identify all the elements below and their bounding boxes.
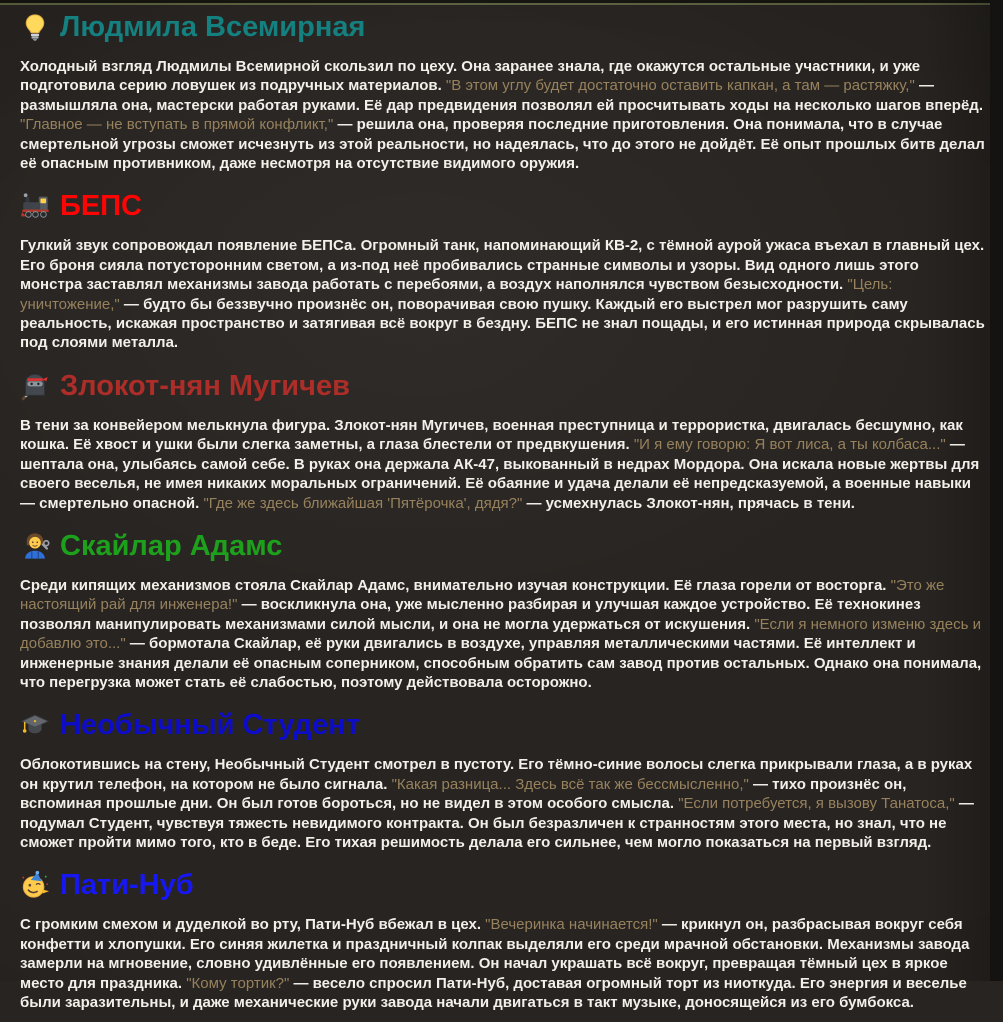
body-text: — крикнул он, разбрасывая вокруг себя конфетти и хлопушки. Его синяя жилетка и праздничный колпак выделяли его среди мрачной обстановки. Механизмы завода замерли на мгновение, словно удивлённые его появлением. Он начал украшать всё вокруг, превращая тёмный цех в яркое место для праздника. bbox=[20, 916, 970, 992]
character-title bbox=[20, 10, 985, 44]
body-text: Облокотившись на стену, Необычный Студент смотрел в пустоту. Его тёмно-синие волосы слегка прикрывали глаза, а в руках он крутил телефон, на котором не было сигнала. bbox=[20, 756, 973, 793]
quote-text: "Если я немного изменю здесь и добавлю это..." bbox=[20, 615, 981, 653]
character-section bbox=[20, 369, 985, 513]
ninja-icon bbox=[20, 371, 50, 401]
character-title bbox=[20, 868, 985, 902]
lightbulb-icon bbox=[20, 12, 50, 42]
quote-text: "В этом углу будет достаточно оставить капкан, а там — растяжку," bbox=[445, 77, 915, 95]
quote-text: "Если потребуется, я вызову Танатоса," bbox=[678, 795, 955, 813]
quote-text: "Какая разница... Здесь всё так же бессмысленно," bbox=[391, 775, 749, 793]
character-name: Людмила Всемирная bbox=[60, 11, 366, 43]
character-section bbox=[20, 708, 985, 852]
character-description bbox=[20, 576, 985, 692]
character-section bbox=[20, 189, 985, 352]
character-description bbox=[20, 57, 985, 173]
body-text: — бормотала Скайлар, её руки двигались в воздухе, управляя металлическими частями. Её интеллект и инженерные знания делали её опасным соперником, способным обратить сам завод против остальных. Однако она понимала, что перегрузка может стать её слабостью, поэтому действовала осторожно. bbox=[20, 635, 982, 691]
body-text: — усмехнулась Злокот-нян, прячась в тени. bbox=[522, 494, 855, 512]
character-title bbox=[20, 708, 985, 742]
character-name: Необычный Студент bbox=[60, 709, 360, 742]
character-name: Пати-Нуб bbox=[60, 869, 194, 902]
body-text: Среди кипящих механизмов стояла Скайлар Адамс, внимательно изучая конструкции. Её глаза горели от восторга. bbox=[20, 576, 891, 594]
body-text: — решила она, проверяя последние приготовления. Она понимала, что в случае смертельной угрозы сможет исчезнуть из этой реальности, но надеялась, что до этого не дойдёт. Её опыт прошлых битв делал её опасным противником, даже несмотря на отсутствие видимого оружия. bbox=[20, 116, 985, 173]
character-title bbox=[20, 529, 985, 563]
character-intro-list bbox=[0, 5, 1003, 1022]
quote-text: "Цель: уничтожение," bbox=[20, 276, 893, 313]
character-name: Злокот-нян Мугичев bbox=[60, 369, 350, 402]
quote-text: "Главное — не вступать в прямой конфликт," bbox=[20, 116, 334, 134]
character-title bbox=[20, 369, 985, 403]
body-text: Гулкий звук сопровождал появление БЕПСа. Огромный танк, напоминающий КВ-2, с тёмной аурой ужаса въехал в главный цех. Его броня сияла потусторонним светом, а из-под неё пробивались странные символы и узоры. Вид одного лишь этого монстра заставлял механизмы завода работать с перебоями, а воздух наполнялся чувством безысходности. bbox=[20, 237, 985, 294]
character-title bbox=[20, 189, 985, 223]
background-shade-band bbox=[990, 0, 1003, 981]
body-text: — шептала она, улыбаясь самой себе. В руках она держала АК-47, выкованный в недрах Мордора. Она искала новые жертвы для своего веселья, не имея никаких моральных ограничений. Её обаяние и удача делали её непредсказуемой, а военные навыки — смертельно опасной. bbox=[20, 436, 980, 512]
party-face-icon bbox=[20, 870, 50, 900]
quote-text: "Это же настоящий рай для инженера!" bbox=[20, 576, 945, 614]
body-text: — подумал Студент, чувствуя тяжесть невидимого контракта. Он был безразличен к странностям этого места, но знал, что не сможет пройти мимо того, кто в беде. Его тихая решимость делала его сильнее, чем могло показаться на первый взгляд. bbox=[20, 795, 974, 851]
body-text: С громким смехом и дуделкой во рту, Пати-Нуб вбежал в цех. bbox=[20, 916, 486, 934]
locomotive-icon bbox=[20, 191, 50, 221]
body-text: — будто бы беззвучно произнёс он, поворачивая свою пушку. Каждый его выстрел мог разрушить саму реальность, искажая пространство и затягивая всё вокруг в бездну. БЕПС не знал пощады, и его истинная природа скрывалась под слоями металла. bbox=[20, 295, 985, 352]
body-text: — тихо произнёс он, вспоминая прошлые дни. Он был готов бороться, но не видел в этом особого смысла. bbox=[20, 775, 907, 813]
graduation-cap-icon bbox=[20, 710, 50, 740]
body-text: — размышляла она, мастерски работая руками. Её дар предвидения позволял ей просчитывать ходы на несколько шагов вперёд. bbox=[20, 77, 983, 114]
character-description bbox=[20, 915, 985, 1012]
character-description bbox=[20, 236, 985, 352]
character-name: БЕПС bbox=[60, 190, 142, 223]
body-text: В тени за конвейером мелькнула фигура. Злокот-нян Мугичев, военная преступница и террористка, двигалась бесшумно, как кошка. Её хвост и ушки были слегка заметны, а глаза блестели от предвкушения. bbox=[20, 416, 963, 454]
quote-text: "Кому тортик?" bbox=[186, 974, 290, 992]
quote-text: "И я ему говорю: Я вот лиса, а ты колбаса..." bbox=[633, 436, 946, 454]
quote-text: "Вечеринка начинается!" bbox=[485, 916, 658, 934]
character-description bbox=[20, 755, 985, 852]
character-section bbox=[20, 868, 985, 1012]
character-section bbox=[20, 10, 985, 173]
body-text: — весело спросил Пати-Нуб, доставая огромный торт из ниоткуда. Его энергия и веселье были заразительны, и даже механические руки завода начали двигаться в такт музыке, доносящейся из его бумбокса. bbox=[20, 974, 967, 1011]
body-text: — воскликнула она, уже мысленно разбирая и улучшая каждое устройство. Её технокинез позволял манипулировать механизмами силой мысли, и она не могла удержаться от искушения. bbox=[20, 596, 921, 633]
character-description bbox=[20, 416, 985, 513]
woman-mechanic-icon bbox=[20, 531, 50, 561]
character-name: Скайлар Адамс bbox=[60, 529, 283, 562]
quote-text: "Где же здесь ближайшая 'Пятёрочка', дядя?" bbox=[203, 494, 523, 512]
character-section bbox=[20, 529, 985, 692]
body-text: Холодный взгляд Людмилы Всемирной скользил по цеху. Она заранее знала, где окажутся остальные участники, и уже подготовила серию ловушек из подручных материалов. bbox=[20, 58, 921, 95]
